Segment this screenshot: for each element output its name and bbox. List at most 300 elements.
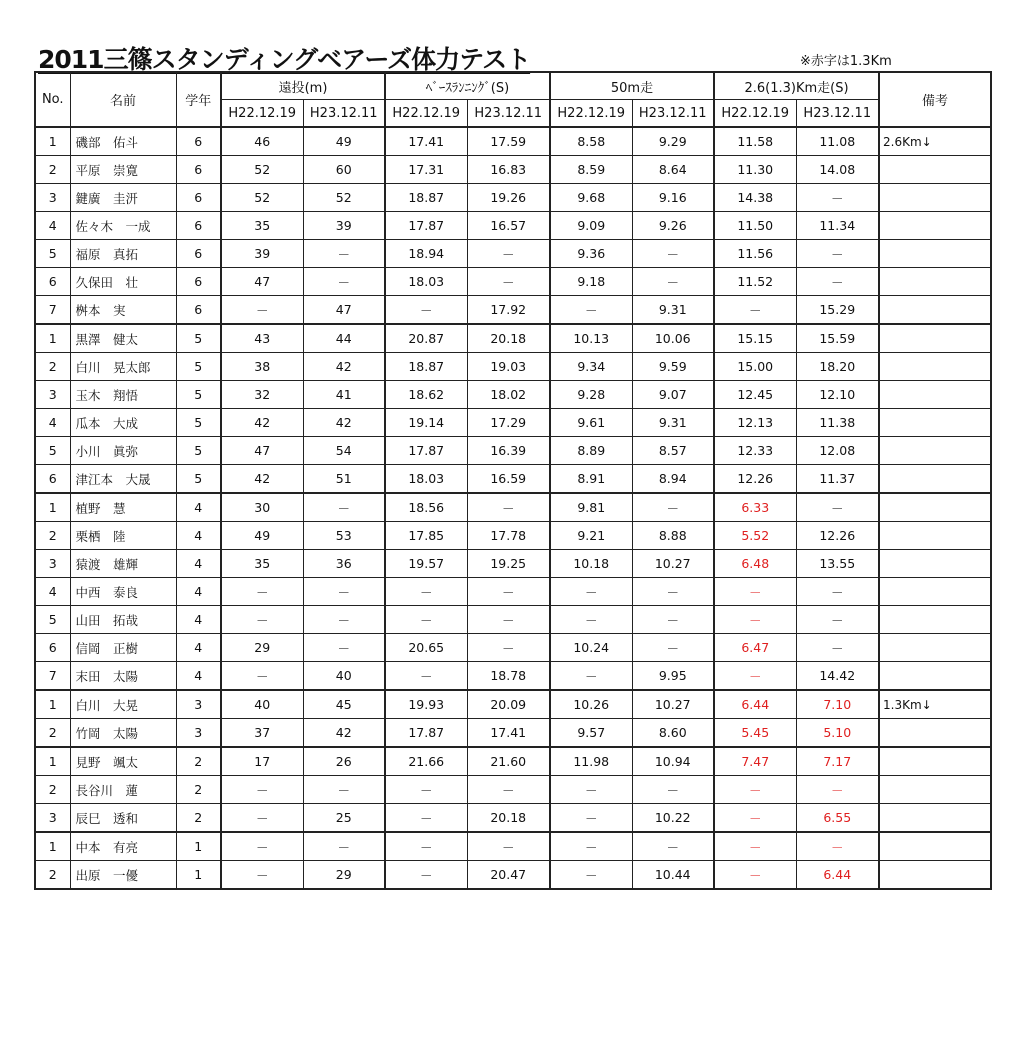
cell-long-run-2011: － [796,832,879,861]
table-row [35,634,991,662]
cell-base-running-2011: － [467,240,550,268]
cell-long-run-2010: 5.52 [714,522,796,550]
cell-base-running-2011: － [467,578,550,606]
cell-row-grade: 4 [176,606,221,634]
cell-base-running-2010: 18.03 [385,465,467,494]
cell-throw-2010: － [221,776,303,804]
cell-row-no: 5 [35,240,70,268]
cell-run50-2010: － [550,832,632,861]
cell-row-no: 1 [35,747,70,776]
cell-row-no: 1 [35,127,70,156]
cell-long-run-2010: － [714,296,796,325]
cell-throw-2011: － [303,578,385,606]
cell-base-running-2010: 20.65 [385,634,467,662]
cell-row-no: 6 [35,465,70,494]
cell-run50-2010: 8.58 [550,127,632,156]
cell-throw-2011: 45 [303,690,385,719]
cell-long-run-2011: 12.10 [796,381,879,409]
table-row [35,804,991,833]
cell-base-running-2011: － [467,268,550,296]
cell-long-run-2011: 11.34 [796,212,879,240]
cell-base-running-2011: 16.57 [467,212,550,240]
cell-run50-2011: － [632,578,714,606]
cell-remark [879,296,991,325]
cell-long-run-2011: － [796,240,879,268]
cell-row-no: 3 [35,804,70,833]
cell-run50-2011: 9.29 [632,127,714,156]
cell-row-no: 2 [35,522,70,550]
cell-run50-2011: 9.31 [632,409,714,437]
cell-remark [879,719,991,748]
header-date: H22.12.19 [221,100,303,128]
cell-run50-2011: － [632,606,714,634]
cell-run50-2010: 11.98 [550,747,632,776]
cell-remark [879,861,991,890]
cell-run50-2011: 8.64 [632,156,714,184]
table-row [35,776,991,804]
cell-long-run-2011: 15.29 [796,296,879,325]
cell-row-grade: 5 [176,353,221,381]
cell-row-name: 見野 颯太 [70,747,176,776]
cell-row-grade: 4 [176,634,221,662]
cell-long-run-2011: 7.17 [796,747,879,776]
cell-run50-2011: － [632,832,714,861]
cell-row-grade: 4 [176,578,221,606]
cell-run50-2010: － [550,861,632,890]
cell-row-grade: 5 [176,324,221,353]
cell-throw-2010: 42 [221,409,303,437]
table-row [35,606,991,634]
cell-row-no: 1 [35,690,70,719]
cell-throw-2011: 39 [303,212,385,240]
table-row [35,465,991,494]
cell-base-running-2010: 17.87 [385,719,467,748]
cell-long-run-2010: － [714,606,796,634]
cell-throw-2011: － [303,268,385,296]
cell-run50-2010: 8.89 [550,437,632,465]
cell-long-run-2011: 11.38 [796,409,879,437]
cell-throw-2010: － [221,861,303,890]
cell-throw-2010: 38 [221,353,303,381]
cell-long-run-2011: 11.37 [796,465,879,494]
cell-long-run-2011: 12.08 [796,437,879,465]
table-row [35,493,991,522]
cell-throw-2011: 40 [303,662,385,691]
cell-base-running-2011: 17.78 [467,522,550,550]
cell-throw-2010: 32 [221,381,303,409]
cell-run50-2010: 9.68 [550,184,632,212]
cell-row-grade: 6 [176,212,221,240]
cell-base-running-2011: 17.29 [467,409,550,437]
cell-throw-2010: 37 [221,719,303,748]
cell-base-running-2011: － [467,606,550,634]
cell-throw-2010: 35 [221,212,303,240]
cell-long-run-2010: 6.48 [714,550,796,578]
cell-remark [879,662,991,691]
cell-long-run-2011: 11.08 [796,127,879,156]
cell-base-running-2010: 18.87 [385,353,467,381]
cell-long-run-2011: 14.08 [796,156,879,184]
cell-remark [879,184,991,212]
fitness-test-table [34,71,992,890]
cell-long-run-2010: 6.33 [714,493,796,522]
cell-base-running-2010: － [385,861,467,890]
cell-base-running-2010: 18.56 [385,493,467,522]
cell-row-name: 信岡 正樹 [70,634,176,662]
cell-row-name: 中西 泰良 [70,578,176,606]
cell-run50-2011: 10.27 [632,550,714,578]
cell-run50-2011: 8.57 [632,437,714,465]
header-date: H22.12.19 [385,100,467,128]
cell-row-name: 中本 有亮 [70,832,176,861]
cell-base-running-2011: 17.92 [467,296,550,325]
cell-remark [879,465,991,494]
cell-row-name: 瓜本 大成 [70,409,176,437]
cell-row-name: 出原 一優 [70,861,176,890]
cell-base-running-2010: 18.62 [385,381,467,409]
cell-long-run-2010: 5.45 [714,719,796,748]
cell-throw-2011: 42 [303,409,385,437]
cell-throw-2010: － [221,606,303,634]
cell-long-run-2010: 15.00 [714,353,796,381]
cell-run50-2010: － [550,804,632,833]
cell-run50-2011: 8.60 [632,719,714,748]
cell-long-run-2010: － [714,861,796,890]
cell-run50-2011: 9.95 [632,662,714,691]
cell-long-run-2010: 6.44 [714,690,796,719]
table-row [35,240,991,268]
cell-row-no: 4 [35,409,70,437]
cell-row-name: 福原 真拓 [70,240,176,268]
cell-row-name: 桝本 実 [70,296,176,325]
cell-row-no: 2 [35,353,70,381]
cell-long-run-2010: 6.47 [714,634,796,662]
cell-row-grade: 5 [176,465,221,494]
table-row [35,381,991,409]
cell-long-run-2010: 11.58 [714,127,796,156]
cell-row-name: 鍵廣 圭汧 [70,184,176,212]
cell-row-no: 2 [35,156,70,184]
cell-row-name: 辰巳 透和 [70,804,176,833]
cell-base-running-2010: － [385,662,467,691]
table-row [35,437,991,465]
cell-long-run-2010: 11.50 [714,212,796,240]
header-date: H22.12.19 [550,100,632,128]
cell-long-run-2010: － [714,578,796,606]
cell-run50-2011: 10.44 [632,861,714,890]
cell-throw-2010: 17 [221,747,303,776]
cell-run50-2010: 10.18 [550,550,632,578]
cell-run50-2011: 10.94 [632,747,714,776]
cell-base-running-2010: 19.14 [385,409,467,437]
cell-long-run-2011: 6.44 [796,861,879,890]
header-date: H23.12.11 [632,100,714,128]
cell-long-run-2011: 14.42 [796,662,879,691]
cell-throw-2011: 42 [303,353,385,381]
cell-throw-2011: － [303,240,385,268]
cell-run50-2010: 9.18 [550,268,632,296]
cell-row-name: 栗栖 陸 [70,522,176,550]
cell-remark [879,381,991,409]
cell-remark [879,832,991,861]
cell-long-run-2010: － [714,804,796,833]
cell-throw-2010: － [221,804,303,833]
cell-row-no: 6 [35,634,70,662]
cell-row-name: 佐々木 一成 [70,212,176,240]
cell-throw-2010: 40 [221,690,303,719]
cell-long-run-2010: 15.15 [714,324,796,353]
cell-row-no: 4 [35,578,70,606]
cell-base-running-2010: 17.87 [385,212,467,240]
cell-base-running-2011: － [467,634,550,662]
cell-base-running-2011: 16.59 [467,465,550,494]
cell-row-no: 5 [35,606,70,634]
cell-row-no: 3 [35,184,70,212]
cell-run50-2010: － [550,776,632,804]
cell-run50-2010: 9.57 [550,719,632,748]
cell-base-running-2010: － [385,776,467,804]
table-row [35,690,991,719]
cell-throw-2010: － [221,578,303,606]
cell-remark [879,493,991,522]
cell-row-grade: 1 [176,832,221,861]
cell-long-run-2011: － [796,634,879,662]
cell-run50-2010: 9.36 [550,240,632,268]
cell-base-running-2010: 17.31 [385,156,467,184]
cell-row-name: 久保田 壮 [70,268,176,296]
cell-long-run-2011: 5.10 [796,719,879,748]
cell-base-running-2010: 19.93 [385,690,467,719]
cell-throw-2010: 35 [221,550,303,578]
cell-run50-2010: 9.81 [550,493,632,522]
cell-long-run-2011: － [796,578,879,606]
header-grade: 学年 [176,72,221,127]
cell-long-run-2010: 12.45 [714,381,796,409]
cell-throw-2010: 47 [221,268,303,296]
cell-long-run-2011: 13.55 [796,550,879,578]
table-row [35,409,991,437]
cell-throw-2010: 39 [221,240,303,268]
cell-run50-2011: 8.88 [632,522,714,550]
cell-row-grade: 5 [176,437,221,465]
cell-remark [879,324,991,353]
cell-long-run-2010: 12.26 [714,465,796,494]
cell-base-running-2010: － [385,832,467,861]
cell-base-running-2010: 18.03 [385,268,467,296]
cell-throw-2011: 29 [303,861,385,890]
cell-row-no: 7 [35,662,70,691]
cell-long-run-2010: － [714,662,796,691]
cell-throw-2010: 29 [221,634,303,662]
cell-base-running-2011: － [467,493,550,522]
cell-long-run-2010: 12.13 [714,409,796,437]
cell-row-name: 津江本 大晟 [70,465,176,494]
cell-base-running-2010: 19.57 [385,550,467,578]
cell-row-grade: 6 [176,268,221,296]
cell-run50-2010: 9.61 [550,409,632,437]
cell-throw-2010: 52 [221,156,303,184]
cell-run50-2011: － [632,493,714,522]
cell-remark [879,578,991,606]
cell-long-run-2011: － [796,493,879,522]
cell-run50-2011: － [632,634,714,662]
cell-run50-2010: － [550,578,632,606]
header-name: 名前 [70,72,176,127]
table-row [35,832,991,861]
table-row [35,578,991,606]
cell-remark [879,156,991,184]
cell-row-grade: 2 [176,747,221,776]
cell-long-run-2011: － [796,268,879,296]
cell-run50-2011: 9.16 [632,184,714,212]
cell-row-grade: 2 [176,776,221,804]
cell-throw-2010: － [221,832,303,861]
cell-long-run-2011: － [796,776,879,804]
cell-base-running-2011: 16.39 [467,437,550,465]
header-date: H23.12.11 [303,100,385,128]
cell-row-grade: 4 [176,550,221,578]
table-row [35,156,991,184]
cell-row-grade: 6 [176,240,221,268]
cell-row-name: 黒澤 健太 [70,324,176,353]
cell-run50-2011: － [632,240,714,268]
cell-long-run-2010: 14.38 [714,184,796,212]
cell-throw-2010: 49 [221,522,303,550]
cell-long-run-2011: 7.10 [796,690,879,719]
cell-row-name: 磯部 佑斗 [70,127,176,156]
cell-run50-2010: 10.26 [550,690,632,719]
cell-long-run-2011: － [796,184,879,212]
cell-base-running-2011: 20.18 [467,324,550,353]
cell-row-grade: 3 [176,719,221,748]
cell-run50-2011: － [632,776,714,804]
cell-row-grade: 5 [176,409,221,437]
cell-remark [879,606,991,634]
cell-throw-2010: 42 [221,465,303,494]
cell-base-running-2011: 21.60 [467,747,550,776]
cell-row-name: 平原 崇寛 [70,156,176,184]
cell-run50-2010: 8.91 [550,465,632,494]
cell-long-run-2011: 18.20 [796,353,879,381]
cell-throw-2011: 26 [303,747,385,776]
cell-throw-2011: 51 [303,465,385,494]
cell-row-no: 3 [35,550,70,578]
table-row [35,296,991,325]
cell-long-run-2010: 12.33 [714,437,796,465]
cell-run50-2010: 8.59 [550,156,632,184]
cell-throw-2011: 60 [303,156,385,184]
table-row [35,353,991,381]
table-row [35,747,991,776]
cell-throw-2011: 49 [303,127,385,156]
cell-row-grade: 6 [176,127,221,156]
table-row [35,861,991,890]
cell-row-name: 白川 晃太郎 [70,353,176,381]
cell-long-run-2011: 15.59 [796,324,879,353]
cell-base-running-2010: － [385,606,467,634]
cell-base-running-2010: 17.41 [385,127,467,156]
cell-long-run-2010: 11.52 [714,268,796,296]
cell-throw-2011: － [303,493,385,522]
cell-base-running-2011: 17.41 [467,719,550,748]
cell-row-grade: 3 [176,690,221,719]
cell-throw-2010: － [221,662,303,691]
cell-run50-2011: 9.59 [632,353,714,381]
cell-throw-2010: 52 [221,184,303,212]
header-date: H22.12.19 [714,100,796,128]
cell-row-no: 2 [35,776,70,804]
cell-row-name: 玉木 翔悟 [70,381,176,409]
cell-base-running-2011: － [467,776,550,804]
table-row [35,719,991,748]
cell-throw-2010: 30 [221,493,303,522]
header-long-run: 2.6(1.3)Km走(S) [714,72,879,100]
cell-run50-2010: 9.21 [550,522,632,550]
table-row [35,522,991,550]
cell-throw-2011: － [303,832,385,861]
cell-throw-2010: － [221,296,303,325]
cell-row-name: 白川 大晃 [70,690,176,719]
cell-remark [879,804,991,833]
cell-row-no: 5 [35,437,70,465]
cell-remark [879,550,991,578]
cell-run50-2011: 9.26 [632,212,714,240]
cell-base-running-2011: 18.02 [467,381,550,409]
header-remarks: 備考 [879,72,991,127]
red-text-note: ※赤字は1.3Km [800,54,892,69]
header-base-running: ﾍﾞｰｽﾗﾝﾆﾝｸﾞ(S) [385,72,550,100]
table-row [35,662,991,691]
cell-long-run-2010: 7.47 [714,747,796,776]
cell-row-name: 猿渡 雄輝 [70,550,176,578]
cell-row-grade: 2 [176,804,221,833]
table-row [35,324,991,353]
cell-base-running-2011: 17.59 [467,127,550,156]
cell-long-run-2010: － [714,832,796,861]
cell-long-run-2011: 12.26 [796,522,879,550]
cell-row-name: 長谷川 蓮 [70,776,176,804]
cell-throw-2011: 42 [303,719,385,748]
cell-row-no: 7 [35,296,70,325]
cell-throw-2011: 25 [303,804,385,833]
cell-remark [879,437,991,465]
cell-run50-2010: － [550,606,632,634]
cell-remark [879,268,991,296]
cell-long-run-2011: － [796,606,879,634]
cell-row-name: 末田 太陽 [70,662,176,691]
cell-base-running-2010: 18.94 [385,240,467,268]
cell-run50-2011: 9.07 [632,381,714,409]
cell-base-running-2010: 17.85 [385,522,467,550]
cell-row-no: 2 [35,719,70,748]
cell-base-running-2010: 17.87 [385,437,467,465]
table-body [35,127,991,889]
cell-base-running-2010: － [385,296,467,325]
cell-throw-2011: － [303,606,385,634]
cell-throw-2011: 41 [303,381,385,409]
cell-base-running-2011: 20.47 [467,861,550,890]
cell-base-running-2011: 16.83 [467,156,550,184]
cell-row-grade: 5 [176,381,221,409]
cell-row-name: 竹岡 太陽 [70,719,176,748]
cell-run50-2010: － [550,662,632,691]
cell-throw-2011: 36 [303,550,385,578]
cell-remark: 2.6Km↓ [879,127,991,156]
cell-base-running-2011: 19.26 [467,184,550,212]
cell-remark [879,240,991,268]
cell-base-running-2011: 20.09 [467,690,550,719]
cell-row-no: 1 [35,324,70,353]
